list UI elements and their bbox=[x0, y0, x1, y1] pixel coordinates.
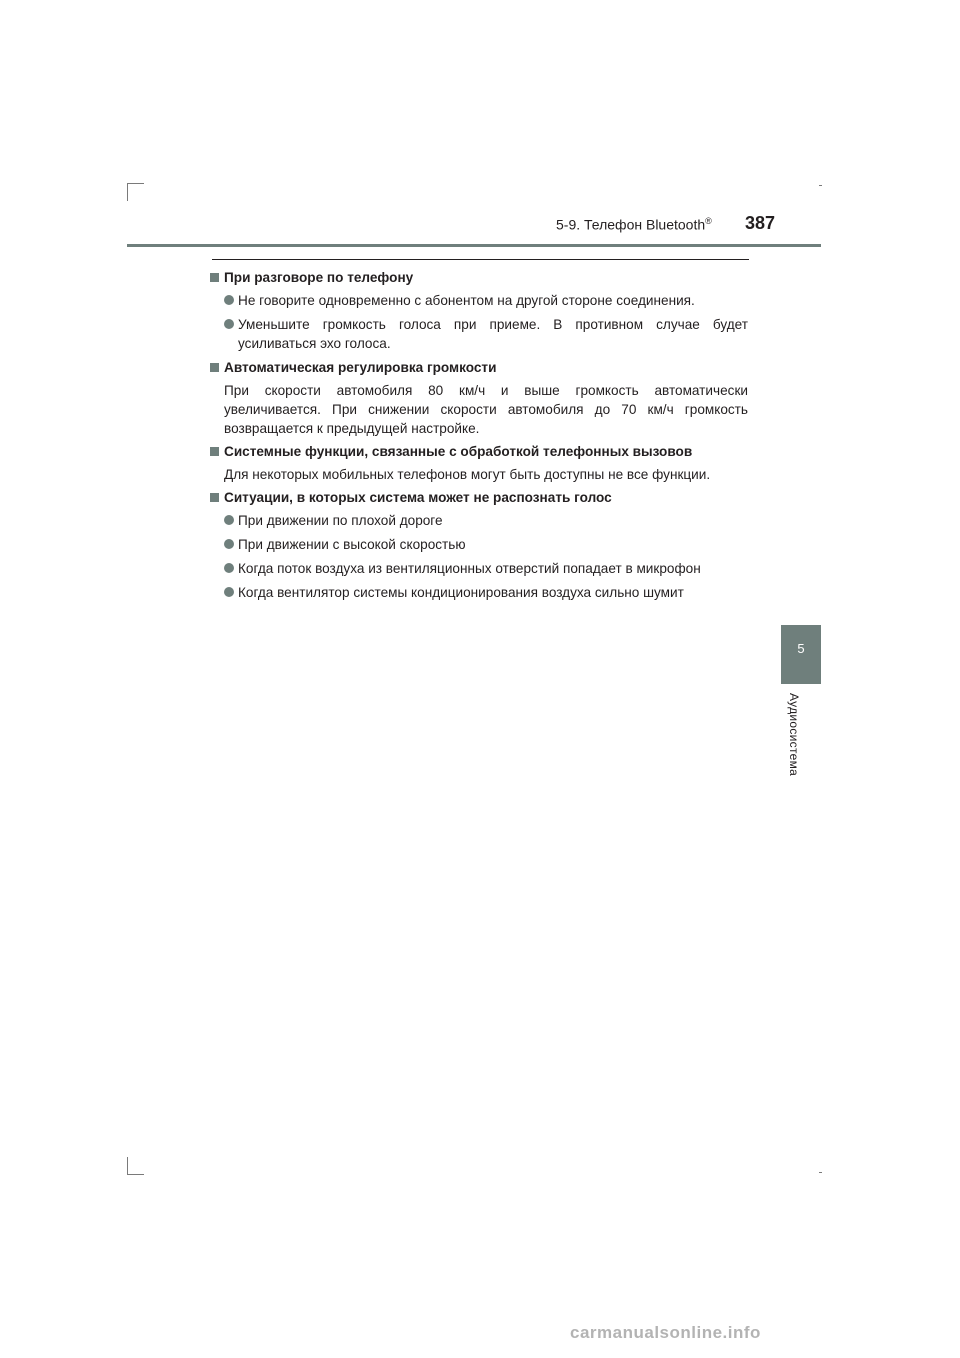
crop-mark-bottom-left-horizontal bbox=[127, 1174, 144, 1175]
square-bullet-icon bbox=[210, 273, 219, 282]
heading-text: Системные функции, связанные с обработкой телефонных вызовов bbox=[224, 444, 693, 459]
section-paragraph: При скорости автомобиля 80 км/ч и выше громкость автоматически увеличивается. При снижении скорости автомобиля до 70 км/ч громкость возвращается к предыдущей настройке. bbox=[224, 383, 748, 436]
circle-bullet-icon bbox=[224, 539, 234, 549]
heading-text: Ситуации, в которых система может не распознать голос bbox=[224, 490, 612, 505]
circle-bullet-icon bbox=[224, 319, 234, 329]
page-number: 387 bbox=[745, 213, 776, 233]
circle-bullet-icon bbox=[224, 587, 234, 597]
crop-mark-top-left-horizontal bbox=[127, 183, 144, 184]
page-content bbox=[210, 268, 748, 607]
section-paragraph: Для некоторых мобильных телефонов могут быть доступны не все функции. bbox=[224, 467, 711, 482]
list-item bbox=[210, 583, 748, 602]
heading-text: При разговоре по телефону bbox=[224, 270, 414, 285]
section-heading bbox=[210, 358, 748, 377]
list-item bbox=[210, 315, 748, 353]
section-auto-volume bbox=[210, 358, 748, 438]
crop-mark-bottom-left-vertical bbox=[127, 1157, 128, 1175]
section-title bbox=[556, 216, 712, 233]
list-item-text: Когда вентилятор системы кондиционирования воздуха сильно шумит bbox=[238, 585, 684, 600]
list-item-text: При движении с высокой скоростью bbox=[238, 537, 466, 552]
list-item bbox=[210, 559, 748, 578]
list-item-text: Когда поток воздуха из вентиляционных отверстий попадает в микрофон bbox=[238, 561, 701, 576]
section-heading bbox=[210, 488, 748, 507]
crop-mark-top-right bbox=[819, 185, 822, 186]
section-heading bbox=[210, 442, 748, 461]
list-item-text: При движении по плохой дороге bbox=[238, 513, 443, 528]
section-system-functions bbox=[210, 442, 748, 484]
crop-mark-bottom-right bbox=[819, 1172, 822, 1173]
section-heading bbox=[210, 268, 748, 287]
section-phone-conversation bbox=[210, 268, 748, 353]
header-rule bbox=[127, 244, 821, 247]
chapter-number: 5 bbox=[797, 641, 805, 656]
crop-mark-top-left-vertical bbox=[127, 183, 128, 201]
chapter-tab bbox=[781, 625, 821, 684]
registered-mark: ® bbox=[705, 216, 712, 226]
list-item-text: Не говорите одновременно с абонентом на другой стороне соединения. bbox=[238, 293, 695, 308]
section-title-text: 5-9. Телефон Bluetooth bbox=[556, 216, 706, 233]
circle-bullet-icon bbox=[224, 295, 234, 305]
content-divider bbox=[212, 259, 749, 260]
list-item bbox=[210, 511, 748, 530]
heading-text: Автоматическая регулировка громкости bbox=[224, 360, 497, 375]
section-voice-recognition bbox=[210, 488, 748, 602]
watermark: carmanualsonline.info bbox=[570, 1323, 761, 1342]
list-item bbox=[210, 291, 748, 310]
chapter-label: Аудиосистема bbox=[787, 693, 801, 777]
circle-bullet-icon bbox=[224, 563, 234, 573]
circle-bullet-icon bbox=[224, 515, 234, 525]
square-bullet-icon bbox=[210, 493, 219, 502]
square-bullet-icon bbox=[210, 363, 219, 372]
list-item-text: Уменьшите громкость голоса при приеме. В противном случае будет усиливаться эхо голоса. bbox=[238, 317, 748, 351]
list-item bbox=[210, 535, 748, 554]
square-bullet-icon bbox=[210, 447, 219, 456]
